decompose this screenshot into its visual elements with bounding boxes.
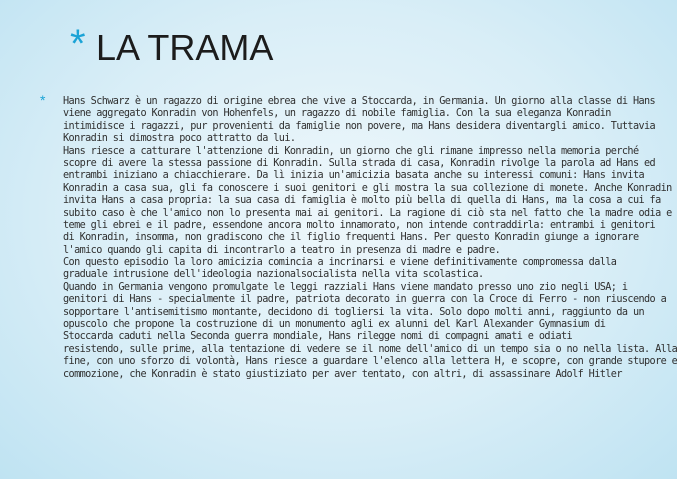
text-line: Konradin a casa sua, gli fa conoscere i suoi genitori e gli mostra la sua collezione di monete. Anche Konradin (63, 182, 672, 194)
text-line: resistendo, sulle prime, alla tentazione di vedere se il nome dell'amico di un tempo sia o no nella lista. Alla (63, 343, 677, 355)
text-line: Hans Schwarz è un ragazzo di origine ebrea che vive a Stoccarda, in Germania. Un giorno alla classe di Hans (63, 96, 656, 107)
text-line: viene aggregato Konradin von Hohenfels, un ragazzo di nobile famiglia. Con la sua eleganza Konradin (63, 108, 611, 120)
text-line: Konradin si dimostra poco attratto da lui. (63, 133, 296, 145)
slide-title: LA TRAMA (96, 27, 274, 68)
body-asterisk-icon: * (40, 92, 46, 108)
text-line: di Konradin, insomma, non gradiscono che il figlio frequenti Hans. Per questo Konradin giunge a ignorare (63, 232, 639, 244)
plot-paragraph (63, 96, 677, 476)
text-line: Stoccarda caduti nella Seconda guerra mondiale, Hans rilegge nomi di compagni amati e odiati (63, 331, 573, 343)
text-line: intimidisce i ragazzi, pur provenienti da famiglie non povere, ma Hans desidera diventargli amico. Tuttavia (63, 120, 656, 132)
text-line: opuscolo che propone la costruzione di un monumento agli ex alunni del Karl Alexander Gymnasium di (63, 319, 606, 331)
text-line: entrambi iniziano a chiacchierare. Da lì inizia un'amicizia basata anche su interessi comuni: Hans invita (63, 170, 645, 182)
text-line: subito caso è che l'amico non lo presenta mai ai genitori. La ragione di ciò sta nel fatto che la madre odia e (63, 207, 672, 219)
text-line: graduale intrusione dell'ideologia nazionalsocialista nella vita scolastica. (63, 269, 484, 281)
text-line: Quando in Germania vengono promulgate le leggi razziali Hans viene mandato presso uno zio negli USA; i (63, 281, 628, 293)
text-line: Con questo episodio la loro amicizia comincia a incrinarsi e viene definitivamente compromessa dalla (63, 257, 617, 269)
text-line: scopre di avere la stessa passione di Konradin. Sulla strada di casa, Konradin rivolge la parola ad Hans ed (63, 157, 656, 169)
text-line: sopportare l'antisemitismo montante, decidono di togliersi la vita. Solo dopo molti anni, raggiunto da un (63, 306, 645, 318)
text-line: l'amico quando gli capita di incontrarlo a teatro in presenza di madre e padre. (63, 244, 501, 256)
title-asterisk-icon: * (70, 22, 86, 66)
text-line: invita Hans a casa propria: la sua casa di famiglia è molto più bella di quella di Hans, ma la cosa a cui fa (63, 195, 661, 207)
text-line: genitori di Hans - specialmente il padre, patriota decorato in guerra con la Croce di Ferro - non riuscendo a (63, 294, 667, 306)
text-line: commozione, che Konradin è stato giustiziato per aver tentato, con altri, di assassinare Adolf Hitler (63, 368, 622, 380)
text-line: fine, con uno sforzo di volontà, Hans riesce a guardare l'elenco alla lettera H, e scopre, con grande stupore e (63, 356, 677, 368)
text-line: Hans riesce a catturare l'attenzione di Konradin, un giorno che gli rimane impresso nella memoria perché (63, 145, 639, 157)
text-line: teme gli ebrei e il padre, essendone ancora molto innamorato, non intende contraddirla: entrambi i genitori (63, 219, 656, 231)
